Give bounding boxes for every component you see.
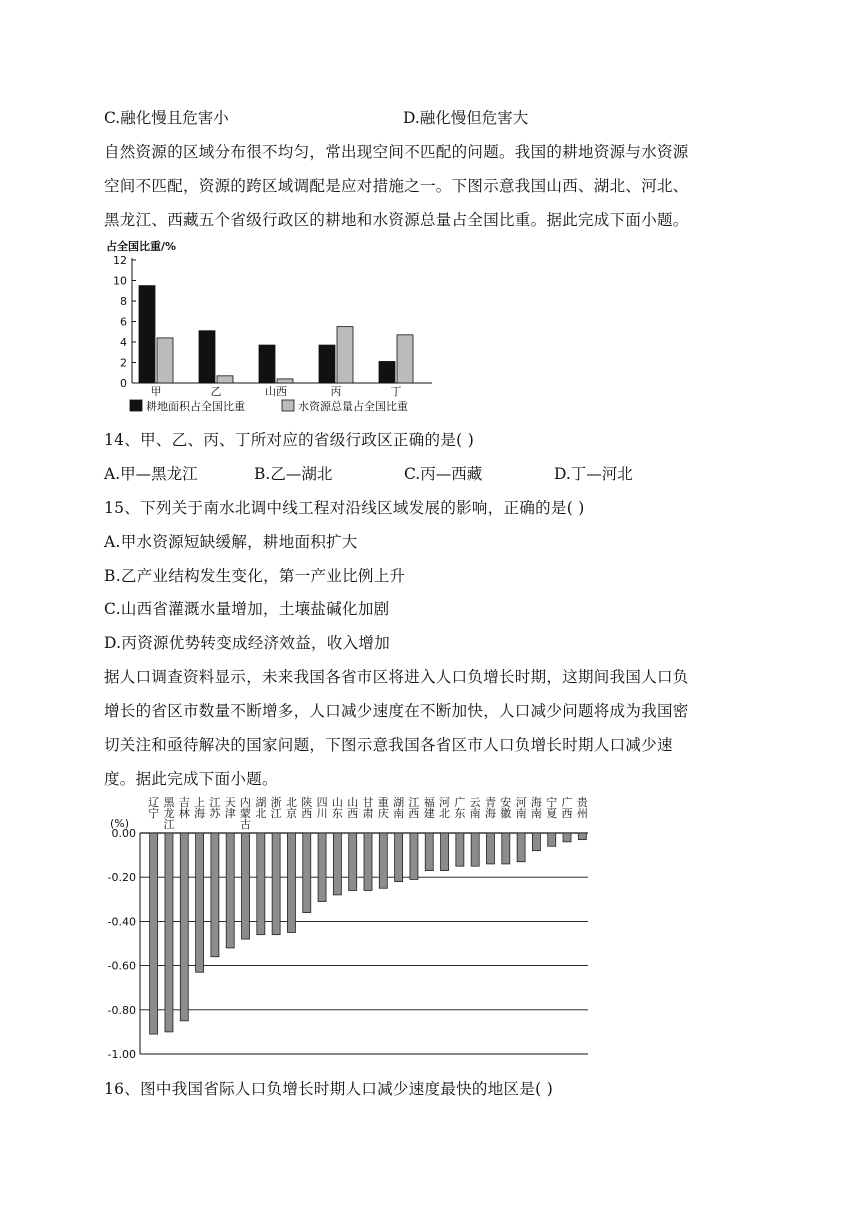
chart2-x-label-char: 古 — [240, 818, 252, 831]
chart1-bar — [379, 361, 395, 383]
chart2-x-label — [393, 795, 404, 820]
chart2-x-label-char: 安 — [500, 796, 512, 809]
chart1-y-tick-label: 4 — [120, 336, 127, 349]
chart2-x-label-char: 重 — [377, 796, 389, 809]
chart2-x-label — [163, 796, 175, 831]
chart1-y-tick-label: 6 — [120, 315, 127, 329]
chart2-x-label — [271, 795, 282, 820]
chart2-x-label — [408, 796, 419, 820]
q16-stem: 16、图中我国省际人口负增长时期人口减少速度最快的地区是( ) — [104, 1080, 554, 1098]
chart2-x-label — [577, 795, 589, 820]
chart2-x-label-char: 苏 — [209, 807, 221, 820]
chart2-bar — [165, 833, 173, 1032]
chart2-ylabel: (%) — [110, 817, 130, 830]
chart2-y-tick-label: -0.40 — [107, 915, 136, 929]
chart1-x-label: 山西 — [265, 385, 287, 398]
chart2-bar — [532, 833, 540, 851]
q14-stem: 14、甲、乙、丙、丁所对应的省级行政区正确的是( ) — [104, 431, 475, 449]
chart2-x-label-char: 黑 — [163, 796, 175, 809]
chart2-bar — [563, 833, 571, 842]
q14-option-c: C.丙—西藏 — [404, 465, 483, 483]
q14-option-a: A.甲—黑龙江 — [104, 465, 198, 483]
chart2-x-label-char: 东 — [331, 807, 343, 820]
chart2-x-label — [209, 796, 221, 820]
chart1-y-tick-label: 8 — [120, 295, 127, 308]
chart2-x-label-char: 江 — [163, 818, 175, 831]
chart2-x-label — [363, 795, 374, 820]
chart2-bar — [272, 833, 280, 935]
chart1-bar — [157, 338, 173, 383]
chart2-bar — [548, 833, 556, 846]
chart1-y-tick-label: 2 — [120, 356, 127, 370]
chart2-x-label-char: 肃 — [362, 807, 374, 820]
passage2-line-4: 度。据此完成下面小题。 — [104, 770, 278, 788]
chart2-x-label-char: 湖 — [393, 796, 405, 809]
chart1-bar — [139, 286, 155, 383]
chart2-bar — [578, 833, 586, 840]
chart2-x-label-char: 东 — [454, 807, 466, 820]
chart2-x-label-char: 河 — [515, 796, 527, 809]
chart1-legend-label: 水资源总量占全国比重 — [298, 400, 408, 413]
chart2-x-label-char: 西 — [561, 807, 573, 820]
chart2-bar — [410, 833, 418, 879]
chart2-bar — [379, 833, 387, 888]
chart2-bar — [257, 833, 265, 935]
chart2-bar — [456, 833, 464, 866]
chart2-x-label-char: 山 — [331, 796, 343, 809]
chart2-x-label-char: 辽 — [148, 796, 160, 809]
chart2-x-label-char: 广 — [454, 796, 466, 809]
chart2-x-label-char: 宁 — [546, 796, 558, 809]
chart1-bar — [259, 345, 275, 383]
chart2-x-label-char: 龙 — [163, 807, 175, 820]
chart1-x-label: 丙 — [330, 385, 342, 398]
chart2-x-label — [255, 795, 266, 820]
chart2-bar — [180, 833, 188, 1021]
chart1-x-label: 乙 — [210, 385, 222, 398]
chart2-bar — [517, 833, 525, 862]
chart2-x-label — [546, 796, 557, 820]
chart2-x-label — [286, 796, 297, 820]
chart2-x-label-char: 北 — [255, 807, 267, 820]
chart2-x-label-char: 河 — [439, 796, 451, 809]
chart2-bar — [150, 833, 158, 1034]
chart2-x-label-char: 夏 — [546, 807, 558, 820]
passage1-line-3: 黑龙江、西藏五个省级行政区的耕地和水资源总量占全国比重。据此完成下面小题。 — [104, 211, 689, 229]
chart2-y-tick-label: 0.00 — [111, 827, 136, 840]
chart2-x-label-char: 北 — [285, 796, 297, 809]
chart2-x-label — [516, 796, 527, 820]
chart2-x-label-char: 陕 — [301, 796, 313, 809]
chart2-bar — [364, 833, 372, 890]
chart2-x-label-char: 江 — [270, 807, 282, 820]
chart2-bar — [196, 833, 204, 972]
chart2-y-tick-label: -0.60 — [107, 959, 136, 973]
chart2-x-label-char: 徽 — [500, 807, 512, 820]
q13-option-c: C.融化慢且危害小 — [104, 109, 229, 127]
chart2-bar — [318, 833, 326, 902]
chart2-x-label — [531, 795, 542, 820]
passage2-line-1: 据人口调查资料显示，未来我国各省市区将进入人口负增长时期，这期间我国人口负 — [104, 668, 689, 686]
chart2-x-label-char: 西 — [408, 807, 420, 820]
chart2-bar — [226, 833, 234, 948]
chart1-bar — [277, 379, 293, 383]
chart2-y-tick-label: -1.00 — [107, 1048, 136, 1061]
q15-option-a: A.甲水资源短缺缓解，耕地面积扩大 — [104, 533, 358, 551]
chart2-x-label-char: 庆 — [377, 807, 389, 820]
chart2-bar — [349, 833, 357, 890]
chart2-bar — [287, 833, 295, 932]
q15-option-b: B.乙产业结构发生变化，第一产业比例上升 — [104, 567, 406, 585]
chart1-bar — [199, 331, 215, 383]
chart2-x-label-char: 广 — [561, 796, 573, 809]
chart2-x-label-char: 浙 — [270, 796, 282, 809]
chart2-bar — [333, 833, 341, 895]
chart1-ylabel: 占全国比重/% — [106, 240, 177, 253]
chart2-x-label — [378, 795, 389, 820]
chart2-bar — [395, 833, 403, 882]
chart2-x-label-char: 津 — [224, 807, 236, 820]
chart2-bar — [242, 833, 250, 939]
chart2-x-label-char: 川 — [316, 807, 328, 820]
chart1-bar — [337, 327, 353, 383]
q15-option-c: C.山西省灌溉水量增加，土壤盐碱化加剧 — [104, 600, 390, 618]
chart2-x-label-char: 南 — [515, 807, 527, 820]
chart2-x-label — [424, 796, 435, 820]
chart2-x-label-char: 山 — [347, 796, 359, 809]
chart2-x-label-char: 西 — [301, 807, 313, 820]
chart2-x-label-char: 南 — [469, 807, 481, 820]
q14-option-b: B.乙—湖北 — [254, 465, 333, 483]
chart2-bar — [486, 833, 494, 864]
chart2-y-tick-label: -0.80 — [107, 1003, 136, 1017]
chart2-x-label — [301, 795, 312, 820]
chart2-x-label-char: 天 — [224, 796, 236, 809]
chart1-bar — [319, 345, 335, 383]
chart2-x-label — [485, 795, 496, 820]
chart2-x-label — [148, 796, 159, 820]
chart2-x-label-char: 青 — [484, 796, 496, 809]
chart2-x-label-char: 南 — [393, 807, 405, 820]
q15-option-d: D.丙资源优势转变成经济效益，收入增加 — [104, 634, 391, 652]
population-decline-chart — [100, 792, 600, 1064]
chart2-x-label-char: 贵 — [576, 796, 588, 809]
chart2-x-label-char: 吉 — [178, 796, 190, 809]
q15-stem: 15、下列关于南水北调中线工程对沿线区域发展的影响，正确的是( ) — [104, 499, 585, 517]
chart2-x-label-char: 蒙 — [240, 807, 252, 820]
chart2-y-tick-label: -0.20 — [107, 871, 136, 885]
chart2-x-label-char: 福 — [423, 796, 435, 809]
chart2-x-label-char: 上 — [194, 796, 206, 809]
passage1-line-2: 空间不匹配，资源的跨区域调配是应对措施之一。下图示意我国山西、湖北、河北、 — [104, 177, 689, 195]
passage2-line-2: 增长的省区市数量不断增多，人口减少速度在不断加快，人口减少问题将成为我国密 — [104, 702, 689, 720]
chart2-x-label — [454, 795, 465, 820]
chart2-bar — [303, 833, 311, 913]
chart2-x-label — [562, 795, 573, 820]
chart2-x-label-char: 建 — [423, 807, 435, 820]
chart2-x-label-char: 内 — [240, 796, 252, 809]
chart2-x-label — [347, 796, 358, 820]
chart2-x-label-char: 南 — [530, 807, 542, 820]
chart1-legend-swatch — [282, 400, 294, 411]
chart1-legend-label: 耕地面积占全国比重 — [146, 400, 245, 413]
chart2-x-label-char: 京 — [285, 807, 297, 820]
chart2-x-label — [179, 795, 190, 820]
chart1-bar — [217, 376, 233, 383]
chart2-bar — [425, 833, 433, 871]
chart2-x-label-char: 甘 — [362, 796, 374, 809]
chart2-bar — [471, 833, 479, 866]
chart2-x-label-char: 湖 — [255, 796, 267, 809]
chart2-x-label-char: 云 — [469, 796, 481, 809]
chart2-x-label-char: 海 — [530, 796, 542, 809]
chart2-x-label-char: 西 — [347, 807, 359, 820]
chart1-x-label: 甲 — [150, 385, 162, 398]
chart2-bar — [211, 833, 219, 957]
chart2-x-label — [500, 795, 511, 820]
chart2-x-label — [240, 795, 251, 831]
chart1-y-tick-label: 0 — [120, 377, 127, 390]
chart1-legend-swatch — [130, 400, 142, 411]
chart2-x-label-char: 海 — [194, 807, 206, 820]
chart2-bar — [441, 833, 449, 871]
chart2-x-label — [332, 796, 343, 820]
passage2-line-3: 切关注和亟待解决的国家问题，下图示意我国各省区市人口负增长时期人口减少速 — [104, 736, 673, 754]
chart1-bar — [397, 335, 413, 383]
chart2-x-label-char: 北 — [439, 807, 451, 820]
chart2-x-label-char: 宁 — [148, 807, 160, 820]
q14-option-d: D.丁—河北 — [554, 465, 633, 483]
chart2-x-label — [439, 796, 450, 820]
chart2-x-label — [317, 796, 328, 820]
chart2-x-label — [225, 796, 236, 820]
chart2-x-label-char: 江 — [408, 796, 420, 809]
chart2-x-label-char: 四 — [316, 796, 328, 809]
chart2-x-label-char: 州 — [576, 807, 588, 820]
chart1-y-tick-label: 10 — [113, 274, 127, 288]
chart2-x-label — [194, 795, 205, 820]
passage1-line-1: 自然资源的区域分布很不均匀，常出现空间不匹配的问题。我国的耕地资源与水资源 — [104, 143, 689, 161]
chart1-y-tick-label: 12 — [113, 254, 127, 267]
cropland-water-chart — [104, 238, 444, 418]
chart2-x-label-char: 林 — [178, 807, 190, 820]
chart2-bar — [502, 833, 510, 864]
chart2-x-label — [470, 796, 481, 820]
chart2-x-label-char: 江 — [209, 796, 221, 809]
chart1-x-label: 丁 — [390, 385, 402, 398]
q13-option-d: D.融化慢但危害大 — [403, 109, 529, 127]
chart2-x-label-char: 海 — [484, 807, 496, 820]
